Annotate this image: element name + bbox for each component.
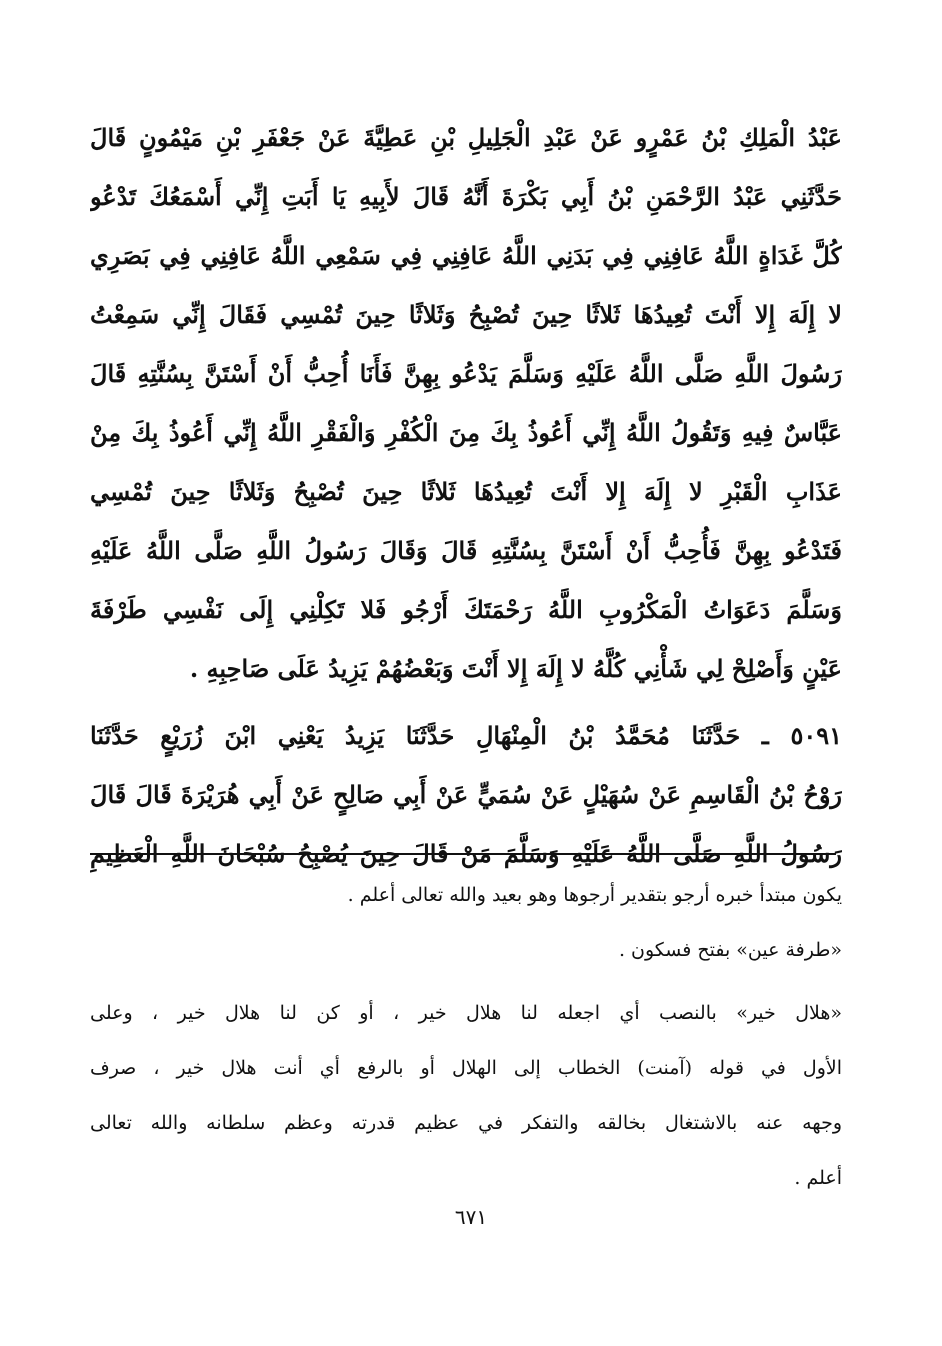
text-line: فَتَدْعُو بِهِنَّ فَأُحِبُّ أَنْ أَسْتَنَّ بِسُنَّتِهِ قَالَ وَقَالَ رَسُولُ اللَّهِ صَلَّى اللَّهُ عَلَيْهِ <box>90 536 842 565</box>
hadith-5091-line: رَسُولُ اللَّهِ صَلَّى اللَّهُ عَلَيْهِ وَسَلَّمَ مَنْ قَالَ حِينَ يُصْبِحُ سُبْحَانَ اللَّهِ الْعَظِيمِ <box>90 839 842 868</box>
text-line: عَذَابِ الْقَبْرِ لا إِلَهَ إِلا أَنْتَ تُعِيدُهَا ثَلاثًا حِينَ تُصْبِحُ وَثَلاثًا حِينَ تُمْسِي <box>90 477 842 506</box>
text-line: رَسُولَ اللَّهِ صَلَّى اللَّهُ عَلَيْهِ وَسَلَّمَ يَدْعُو بِهِنَّ فَأَنَا أُحِبُّ أَنْ أَسْتَنَّ بِسُنَّتِهِ قَالَ <box>90 359 842 388</box>
footnote-3-line: وجهه عنه بالاشتغال بخالقه والتفكر في عظيم قدرته وعظم سلطانه والله تعالى <box>90 1112 842 1134</box>
footnote-3-line: «هلال خير» بالنصب أي اجعله لنا هلال خير ، أو كن لنا هلال خير ، وعلى <box>90 1002 842 1024</box>
footnotes <box>90 868 842 1206</box>
text-line: وَسَلَّمَ دَعَوَاتُ الْمَكْرُوبِ اللَّهُ رَحْمَتَكَ أَرْجُو فَلا تَكِلْنِي إِلَى نَفْسِي طَرْفَةَ <box>90 595 842 624</box>
page-number: ٦٧١ <box>454 1205 488 1229</box>
text-line: عَيْنٍ وَأَصْلِحْ لِي شَأْنِي كُلَّهُ لا إِلَهَ إِلا أَنْتَ وَبَعْضُهُمْ يَزِيدُ عَلَى صَاحِبِهِ . <box>189 654 842 683</box>
footnote-3-line: الأول في قوله (آمنت) الخطاب إلى الهلال أو بالرفع أي أنت هلال خير ، صرف <box>90 1057 842 1079</box>
text-line: حَدَّثَنِي عَبْدُ الرَّحْمَنِ بْنُ أَبِي بَكْرَةَ أَنَّهُ قَالَ لأَبِيهِ يَا أَبَتِ إِنِّي أَسْمَعُكَ تَدْعُو <box>90 182 842 211</box>
hadith-separator <box>90 698 842 706</box>
footnote-2: «طرفة عين» بفتح فسكون . <box>618 939 842 961</box>
footnote-1: يكون مبتدأ خبره أرجو بتقدير أرجوها وهو بعيد والله تعالى أعلم . <box>347 884 842 906</box>
footnote-3-line: أعلم . <box>794 1167 842 1189</box>
hadith-5091-line: رَوْحُ بْنُ الْقَاسِمِ عَنْ سُهَيْلٍ عَنْ سُمَيٍّ عَنْ أَبِي صَالِحٍ عَنْ أَبِي هُرَيْرَةَ قَالَ قَالَ <box>90 780 842 809</box>
footnote-divider <box>90 853 836 855</box>
text-line: لا إِلَهَ إِلا أَنْتَ تُعِيدُهَا ثَلاثًا حِينَ تُصْبِحُ وَثَلاثًا حِينَ تُمْسِي فَقَالَ إِنِّي سَمِعْتُ <box>90 300 842 329</box>
text-line: عَبْدُ الْمَلِكِ بْنُ عَمْرٍو عَنْ عَبْدِ الْجَلِيلِ بْنِ عَطِيَّةَ عَنْ جَعْفَرِ بْنِ مَيْمُونٍ قَالَ <box>90 123 842 152</box>
main-hadith-text <box>90 108 842 883</box>
text-line: عَبَّاسٌ فِيهِ وَتَقُولُ اللَّهُ إِنِّي أَعُوذُ بِكَ مِنَ الْكُفْرِ وَالْفَقْرِ اللَّهُ إِنِّي أَعُوذُ بِكَ مِنْ <box>90 418 842 447</box>
text-line: كُلَّ غَدَاةٍ اللَّهُ عَافِنِي فِي بَدَنِي اللَّهُ عَافِنِي فِي سَمْعِي اللَّهُ عَافِنِي فِي بَصَرِي <box>90 241 842 270</box>
hadith-5091-line: ٥٠٩١ ـ حَدَّثَنَا مُحَمَّدُ بْنُ الْمِنْهَالِ حَدَّثَنَا يَزِيدُ يَعْنِي ابْنَ زُرَيْعٍ حَدَّثَنَا <box>90 721 842 750</box>
footnote-spacer <box>90 978 842 986</box>
